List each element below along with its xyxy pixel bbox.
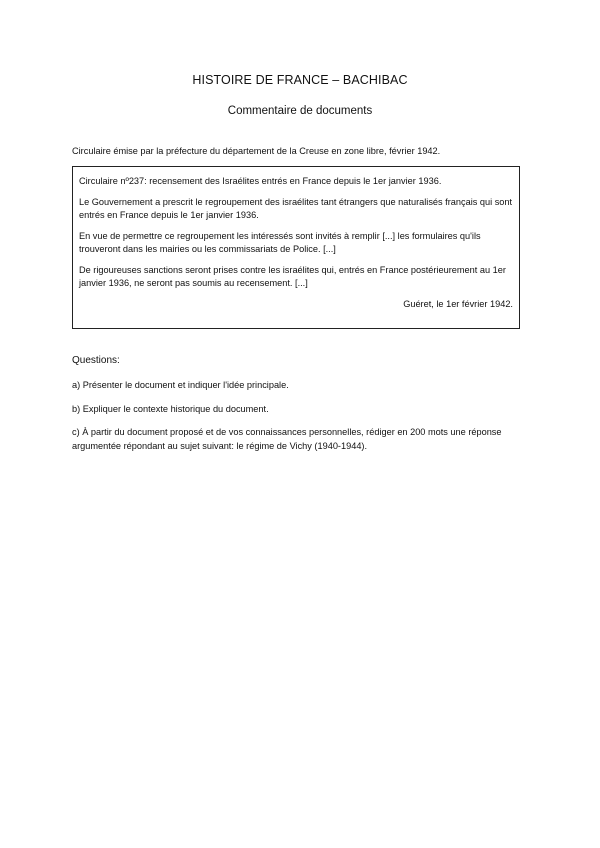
page-subtitle: Commentaire de documents xyxy=(227,105,373,117)
questions-section xyxy=(72,354,532,463)
question-item: a) Présenter le document et indiquer l'idée principale. xyxy=(72,380,289,390)
excerpt-paragraph: En vue de permettre ce regroupement les intéressés sont invités à remplir [...] les formulaires qu'ils trouveront dans les mairies ou les commissariats de Police. [...] xyxy=(79,231,481,254)
document-excerpt-box xyxy=(72,166,520,329)
question-item: c) À partir du document proposé et de vos connaissances personnelles, rédiger en 200 mots une réponse argumentée répondant au sujet suivant: le régime de Vichy (1940-1944). xyxy=(72,427,502,451)
excerpt-paragraph: Le Gouvernement a prescrit le regroupement des israélites tant étrangers que naturalisés français qui sont entrés en France depuis le 1er janvier 1936. xyxy=(79,197,513,220)
page-title: HISTOIRE DE FRANCE – BACHIBAC xyxy=(192,73,408,87)
question-item: b) Expliquer le contexte historique du document. xyxy=(72,403,269,414)
document-source-description: Circulaire émise par la préfecture du département de la Creuse en zone libre, février 1942. xyxy=(72,146,441,156)
excerpt-signature: Guéret, le 1er février 1942. xyxy=(403,299,513,309)
questions-heading: Questions: xyxy=(72,355,120,366)
excerpt-paragraph: Circulaire nº237: recensement des Israélites entrés en France depuis le 1er janvier 1936. xyxy=(79,176,442,186)
excerpt-paragraph: De rigoureuses sanctions seront prises contre les israélites qui, entrés en France postérieurement au 1er janvier 1936, ne seront pas soumis au recensement. [...] xyxy=(79,265,506,288)
